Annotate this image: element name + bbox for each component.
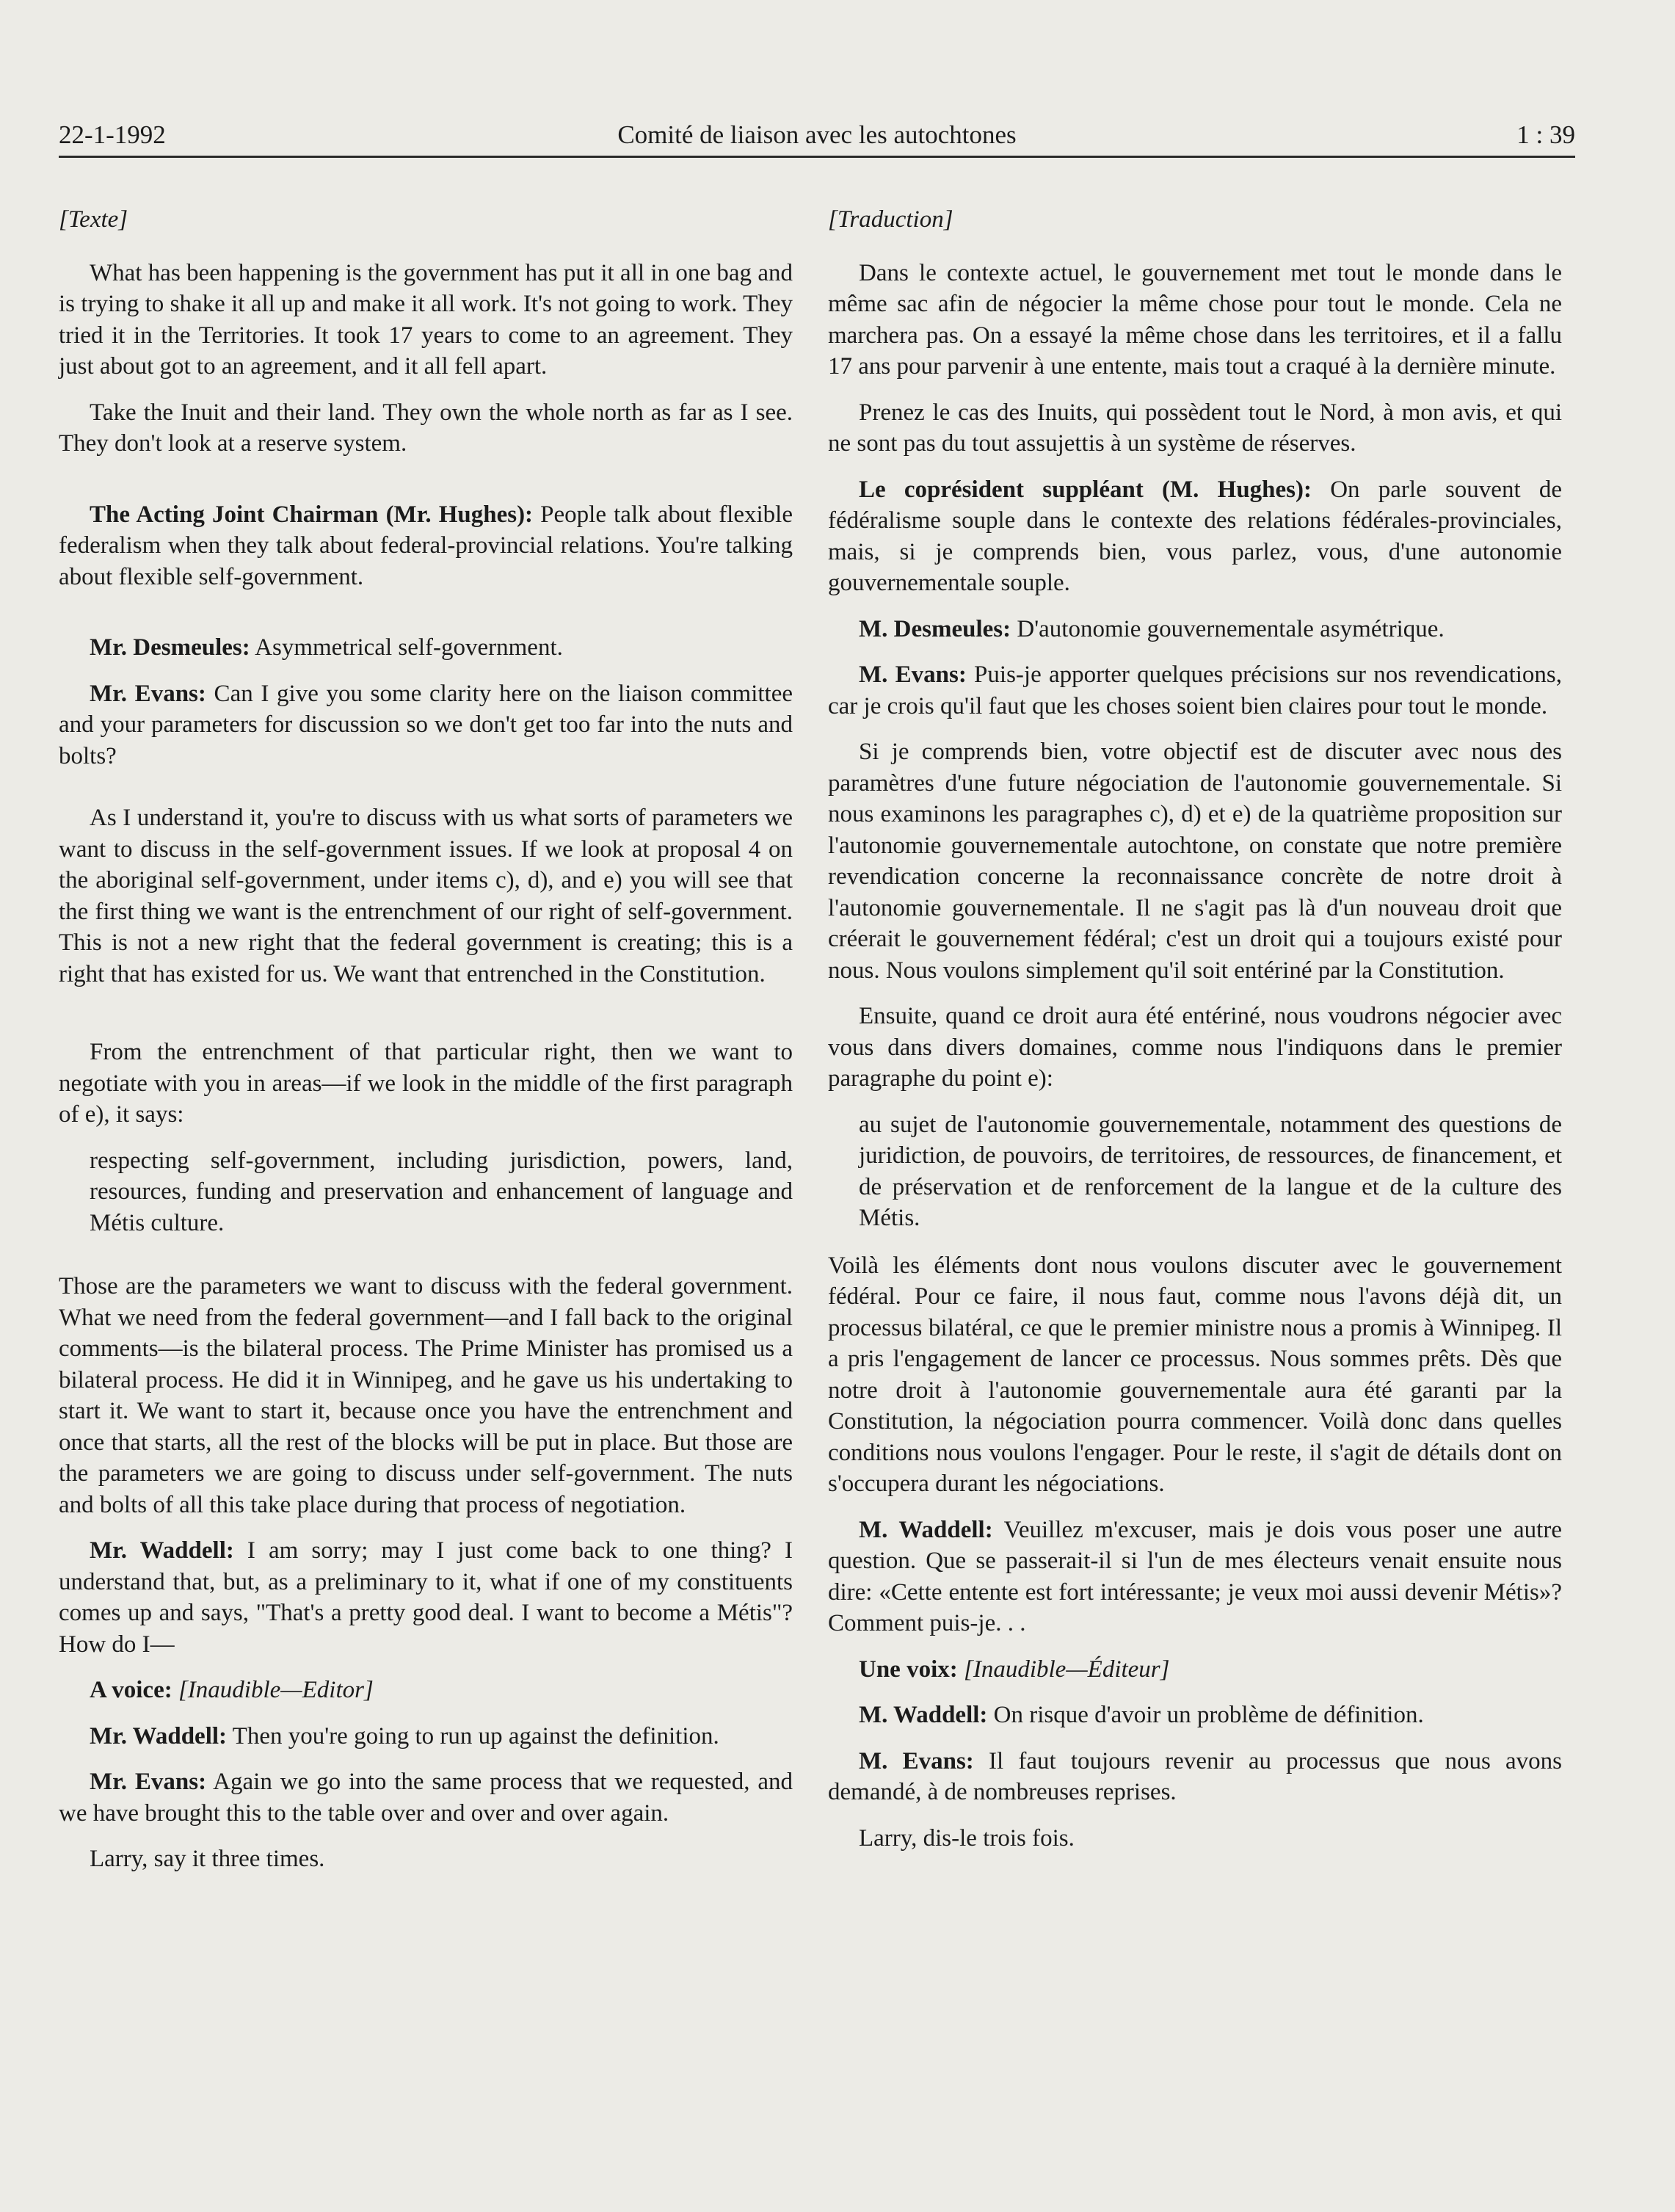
speaker-name: The Acting Joint Chairman (Mr. Hughes): [90,501,534,528]
paragraph: Si je comprends bien, votre objectif est de discuter avec nous des paramètres d'une future négociation de l'autonomie gouvernementale. Si nous examinons les paragraphes c), d) et e) de la quatrième proposition sur l'autonomie gouvernementale autochtone, on constate que notre première revendication concerne la reconnaissance concrète de notre droit à l'autonomie gouvernementale. Il ne s'agit pas là d'un nouveau droit que créerait le gouvernement fédéral; c'est un droit qui a toujours existé pour nous. Nous voulons simplement qu'il soit entériné par la Constitution. [828,739,1562,984]
paragraph: Those are the parameters we want to discuss with the federal government. What we need from the federal government—and I fall back to the original comments—is the bilateral process. The Prime Minister has promised us a bilateral process. He did it in Winnipeg, and he gave us his undertaking to start it. We want to start it, because once you have the entrenchment and once that starts, all the rest of the blocks will be put in place. But those are the parameters we are going to discuss under self-government. The nuts and bolts of all this take place during that process of negotiation. [59,1273,793,1518]
speech-paragraph [828,1746,1562,1808]
speaker-name: Une voix: [859,1656,958,1683]
paragraph: Dans le contexte actuel, le gouvernement met tout le monde dans le même sac afin de négocier la même chose pour tout le monde. Cela ne marchera pas. On a essayé la même chose dans les territoires, et il a fallu 17 ans pour parvenir à une entente, mais tout a craqué à la dernière minute. [828,259,1562,380]
speech-text: On risque d'avoir un problème de définition. [987,1702,1424,1728]
speech-paragraph [59,1766,793,1829]
speech-text: [Inaudible—Éditeur] [964,1656,1170,1683]
block-quote: respecting self-government, including jurisdiction, powers, land, resources, funding and preservation and enhancement of language and Métis culture. [90,1147,793,1236]
language-tag: [Texte] [59,206,128,233]
speaker-name: Mr. Evans: [90,680,206,707]
speaker-name: M. Waddell: [859,1702,988,1728]
speaker-name: M. Waddell: [859,1516,993,1543]
speech-paragraph [828,1654,1562,1686]
header-date: 22-1-1992 [59,120,166,149]
speech-text: Puis-je apporter quelques précisions sur nos revendications, car je crois qu'il faut que les choses soient bien claires pour tout le monde. [828,661,1562,719]
speech-paragraph [828,614,1562,645]
speaker-name: M. Evans: [859,1747,974,1774]
speech-paragraph [59,499,793,593]
paragraph: As I understand it, you're to discuss with us what sorts of parameters we want to discuss in the self-government issues. If we look at proposal 4 on the aboriginal self-government, under items c), d), and e) you will see that the first thing we want is the entrenchment of our right of self-government. This is not a new right that the federal government is creating; this is a right that has existed for us. We want that entrenched in the Constitution. [59,805,793,987]
speech-text: On parle souvent de fédéralisme souple dans le contexte des relations fédérales-provinciales, mais, si je comprends bien, vous parlez, vous, d'une autonomie gouvernementale souple. [828,476,1562,596]
speech-paragraph [828,659,1562,722]
speech-text: Veuillez m'excuser, mais je dois vous poser une autre question. Que se passerait-il si l'un de mes électeurs venait ensuite nous dire: «Cette entente est fort intéressante; je veux moi aussi devenir Métis»? Comment puis-je. . . [828,1516,1562,1636]
language-tag: [Traduction] [828,206,953,233]
speaker-name: Mr. Evans: [90,1769,207,1795]
speech-paragraph [828,474,1562,599]
speaker-name: A voice: [90,1677,172,1703]
speech-text: People talk about flexible federalism when they talk about federal-provincial relations. You're talking about flexible self-government. [59,501,793,590]
speech-text: Again we go into the same process that we requested, and we have brought this to the table over and over and over again. [59,1769,793,1827]
speech-paragraph [59,1675,793,1706]
paragraph: Larry, dis-le trois fois. [859,1824,1075,1852]
speech-text: I am sorry; may I just come back to one thing? I understand that, but, as a preliminary to it, what if one of my constituents comes up and says, "That's a pretty good deal. I want to become a Métis"? How do I— [59,1537,793,1658]
paragraph: Larry, say it three times. [90,1846,325,1872]
speech-text: D'autonomie gouvernementale asymétrique. [1011,615,1445,642]
header-title: Comité de liaison avec les autochtones [617,120,1017,149]
speaker-name: Mr. Waddell: [90,1537,234,1564]
speech-text: [Inaudible—Editor] [178,1677,374,1703]
header-page-number: 1 : 39 [1516,120,1575,149]
speech-text: Asymmetrical self-government. [250,634,563,661]
speaker-name: M. Desmeules: [859,615,1011,642]
speech-paragraph [59,1721,793,1752]
paragraph: What has been happening is the government has put it all in one bag and is trying to shake it all up and make it all work. It's not going to work. They tried it in the Territories. It took 17 years to come to an agreement. They just about got to an agreement, and it all fell apart. [59,259,793,380]
speaker-name: Mr. Desmeules: [90,634,250,661]
paragraph: Prenez le cas des Inuits, qui possèdent tout le Nord, à mon avis, et qui ne sont pas du tout assujettis à un système de réserves. [828,399,1562,457]
speech-text: Il faut toujours revenir au processus que nous avons demandé, à de nombreuses reprises. [828,1747,1563,1805]
speech-paragraph [59,678,793,772]
speaker-name: Mr. Waddell: [90,1722,228,1749]
speaker-name: M. Evans: [859,661,967,688]
speech-text: Then you're going to run up against the definition. [227,1722,719,1749]
speech-text: Can I give you some clarity here on the liaison committee and your parameters for discussion so we don't get too far into the nuts and bolts? [59,680,793,769]
speech-paragraph [828,1515,1562,1639]
speech-paragraph [59,632,793,664]
block-quote: au sujet de l'autonomie gouvernementale, notamment des questions de juridiction, de pouvoirs, de territoires, de ressources, de financement, et de préservation et de renforcement de la langue et de la culture des Métis. [859,1111,1562,1231]
english-column [59,204,793,1890]
french-column [828,204,1562,1868]
paragraph: Take the Inuit and their land. They own the whole north as far as I see. They don't look at a reserve system. [59,399,793,457]
paragraph: From the entrenchment of that particular right, then we want to negotiate with you in areas—if we look in the middle of the first paragraph of e), it says: [59,1039,793,1128]
paragraph: Voilà les éléments dont nous voulons discuter avec le gouvernement fédéral. Pour ce faire, il nous faut, comme nous l'avons déjà dit, un processus bilatéral, ce que le premier ministre nous a promis à Winnipeg. Il a pris l'engagement de lancer ce processus. Nous sommes prêts. Dès que notre droit à l'autonomie gouvernementale aura été garanti par la Constitution, la négociation pourra commencer. Voilà donc dans quelles conditions nous voulons l'engager. Pour le reste, il s'agit de détails dont on s'occupera durant les négociations. [828,1252,1562,1497]
page-header [59,112,1575,158]
speaker-name: Le coprésident suppléant (M. Hughes): [859,476,1312,503]
speech-paragraph [828,1700,1562,1731]
speech-paragraph [59,1535,793,1660]
paragraph: Ensuite, quand ce droit aura été entériné, nous voudrons négocier avec vous dans divers domaines, comme nous l'indiquons dans le premier paragraphe du point e): [828,1003,1562,1092]
